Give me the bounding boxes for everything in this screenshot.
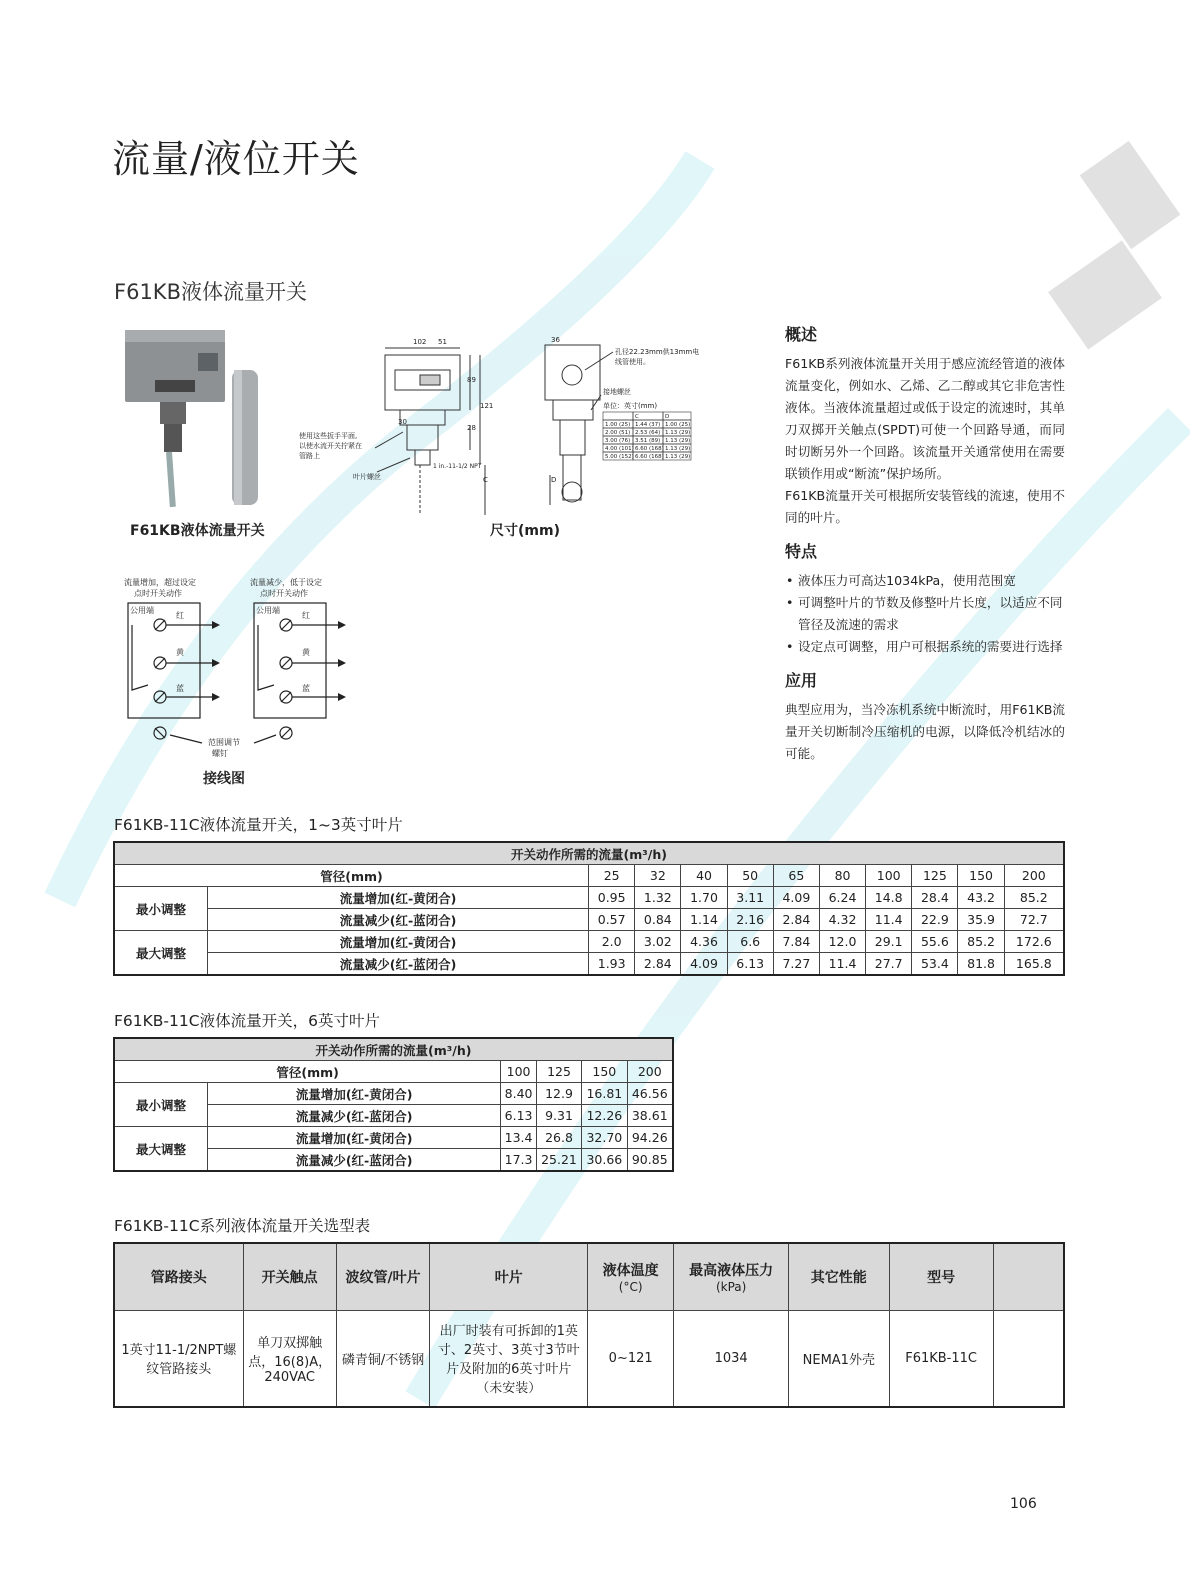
wiring-common-left: 公用端 xyxy=(130,606,154,615)
flow-value: 1.93 xyxy=(589,953,635,976)
wiring-common-right: 公用端 xyxy=(256,606,280,615)
selection-cell: 1034 xyxy=(674,1311,789,1407)
selection-cell: 单刀双掷触点，16(8)A，240VAC xyxy=(243,1311,336,1407)
dim-table-cell: 2.53 (64) xyxy=(635,430,661,436)
flow-value: 6.13 xyxy=(501,1105,537,1127)
flow-value: 1.14 xyxy=(681,909,727,931)
pipe-size-label: 管径(mm) xyxy=(114,1061,501,1083)
row-label: 流量增加(红-黄闭合) xyxy=(208,887,589,909)
flow-value: 0.95 xyxy=(589,887,635,909)
flow-value: 4.36 xyxy=(681,931,727,953)
flow-value: 22.9 xyxy=(912,909,958,931)
dim-102: 102 xyxy=(413,338,427,346)
selection-cell: 磷青铜/不锈钢 xyxy=(336,1311,430,1407)
wiring-right-title-1: 流量减少，低于设定 xyxy=(250,578,322,587)
flow-value: 2.0 xyxy=(589,931,635,953)
flow-value: 17.3 xyxy=(501,1149,537,1172)
selection-header xyxy=(588,1243,674,1311)
flow-value: 27.7 xyxy=(866,953,912,976)
wiring-red-right: 红 xyxy=(302,611,310,620)
dim-30: 30 xyxy=(398,418,407,426)
header-main: 叶片 xyxy=(494,1270,523,1286)
flow-table-1 xyxy=(113,841,1065,976)
flow-value: 13.4 xyxy=(501,1127,537,1149)
pipe-size: 40 xyxy=(681,865,727,887)
selection-cell: 0~121 xyxy=(588,1311,674,1407)
dim-89: 89 xyxy=(467,376,476,384)
table-row xyxy=(114,931,1064,953)
flow-value: 6.24 xyxy=(819,887,865,909)
pipe-size: 65 xyxy=(773,865,819,887)
flow-value: 3.11 xyxy=(727,887,773,909)
selection-cell xyxy=(993,1311,1064,1407)
header-main: 其它性能 xyxy=(810,1270,867,1286)
wiring-yellow-right: 黄 xyxy=(302,648,310,657)
feature-item: • 可调整叶片的节数及修整叶片长度，以适应不同管径及流速的需求 xyxy=(785,592,1065,636)
photo-caption: F61KB液体流量开关 xyxy=(130,523,265,539)
flow-value: 6.13 xyxy=(727,953,773,976)
flow-value: 35.9 xyxy=(958,909,1004,931)
wrench-note-3: 管路上 xyxy=(299,452,320,460)
table-row xyxy=(114,1311,1064,1407)
flow-value: 72.7 xyxy=(1004,909,1064,931)
hole-note-1: 孔径22.23mm供13mm电 xyxy=(615,348,700,356)
vane-screw-label: 叶片螺丝 xyxy=(353,473,381,481)
selection-cell: 1英寸11-1/2NPT螺纹管路接头 xyxy=(114,1311,243,1407)
flow-value: 1.70 xyxy=(681,887,727,909)
wiring-left-title-1: 流量增加，超过设定 xyxy=(124,578,196,587)
flow-value: 165.8 xyxy=(1004,953,1064,976)
wiring-adjust-1: 范围调节 xyxy=(208,738,240,747)
selection-header xyxy=(889,1243,993,1311)
group-label: 最小调整 xyxy=(114,887,208,931)
flow-value: 8.40 xyxy=(501,1083,537,1105)
dim-d: D xyxy=(551,476,557,484)
dim-table-cell: 1.44 (37) xyxy=(635,422,661,428)
flow-value: 28.4 xyxy=(912,887,958,909)
row-label: 流量减少(红-蓝闭合) xyxy=(208,953,589,976)
flow-value: 25.21 xyxy=(536,1149,581,1172)
ground-screw-label: 接地螺丝 xyxy=(603,388,631,396)
flow-value: 9.31 xyxy=(536,1105,581,1127)
flow-value: 26.8 xyxy=(536,1127,581,1149)
overview-paragraph-1: F61KB系列液体流量开关用于感应流经管道的液体流量变化，例如水、乙烯、乙二醇或其它非危害性液体。当液体流量超过或低于设定的流速时，其单刀双掷开关触点(SPDT)可使一个回路导通，而同时切断另外一个回路。该流量开关通常使用在需要联锁作用或“断流”保护场所。 xyxy=(785,356,1065,481)
selection-header xyxy=(993,1243,1064,1311)
flow-value: 55.6 xyxy=(912,931,958,953)
flow-value: 53.4 xyxy=(912,953,958,976)
wiring-yellow-left: 黄 xyxy=(176,648,184,657)
flow-value: 7.27 xyxy=(773,953,819,976)
selection-header xyxy=(114,1243,243,1311)
flow-value: 1.32 xyxy=(635,887,681,909)
flow-value: 11.4 xyxy=(819,953,865,976)
hole-note-2: 线管使用。 xyxy=(615,358,650,366)
selection-cell: F61KB-11C xyxy=(889,1311,993,1407)
pipe-size: 150 xyxy=(582,1061,627,1083)
pipe-size: 125 xyxy=(912,865,958,887)
flow-value: 38.61 xyxy=(627,1105,673,1127)
table-header: 开关动作所需的流量(m³/h) xyxy=(114,1038,673,1061)
flow-value: 4.32 xyxy=(819,909,865,931)
table2-title: F61KB-11C液体流量开关，6英寸叶片 xyxy=(114,1012,380,1030)
pipe-size: 150 xyxy=(958,865,1004,887)
product-photo xyxy=(120,325,280,510)
feature-item: • 设定点可调整，用户可根据系统的需要进行选择 xyxy=(785,636,1065,658)
dim-table-cell: 6.60 (168) xyxy=(635,454,664,460)
header-main: 开关触点 xyxy=(261,1270,318,1286)
dim-table-cell: 3.51 (89) xyxy=(635,438,661,444)
wiring-left-title-2: 点时开关动作 xyxy=(134,589,182,598)
row-label: 流量减少(红-蓝闭合) xyxy=(208,1149,501,1172)
dim-36: 36 xyxy=(551,336,560,344)
pipe-size: 200 xyxy=(1004,865,1064,887)
selection-header xyxy=(789,1243,890,1311)
dimension-drawing xyxy=(295,330,715,520)
flow-value: 46.56 xyxy=(627,1083,673,1105)
pipe-size: 80 xyxy=(819,865,865,887)
flow-value: 7.84 xyxy=(773,931,819,953)
flow-value: 32.70 xyxy=(582,1127,627,1149)
dim-table-cell: 1.00 (25) xyxy=(605,422,631,428)
application-paragraph: 典型应用为，当冷冻机系统中断流时，用F61KB流量开关切断制冷压缩机的电源，以降低冷机结冰的可能。 xyxy=(785,702,1065,761)
wrench-note-2: 以使水流开关拧紧在 xyxy=(299,442,362,450)
dim-51: 51 xyxy=(438,338,447,346)
wiring-caption: 接线图 xyxy=(203,771,245,787)
pipe-size: 32 xyxy=(635,865,681,887)
flow-value: 43.2 xyxy=(958,887,1004,909)
group-label: 最大调整 xyxy=(114,1127,208,1172)
product-title: F61KB液体流量开关 xyxy=(114,280,307,304)
pipe-size: 50 xyxy=(727,865,773,887)
npt-label: 1 in.-11-1/2 NPT xyxy=(433,463,482,470)
pipe-size: 100 xyxy=(501,1061,537,1083)
dim-table-cell: 5.00 (152) xyxy=(605,454,634,460)
flow-value: 12.9 xyxy=(536,1083,581,1105)
header-sub: (kPa) xyxy=(715,1280,747,1294)
flow-value: 94.26 xyxy=(627,1127,673,1149)
flow-value: 14.8 xyxy=(866,887,912,909)
table-row xyxy=(114,887,1064,909)
features-list xyxy=(785,570,1065,658)
wiring-adjust-2: 螺钉 xyxy=(212,749,228,758)
pipe-size-label: 管径(mm) xyxy=(114,865,589,887)
dim-table-cell: 6.60 (168) xyxy=(635,446,664,452)
table-row xyxy=(114,909,1064,931)
flow-value: 12.0 xyxy=(819,931,865,953)
application-heading: 应用 xyxy=(785,671,818,690)
overview-paragraph-2: F61KB流量开关可根据所安装管线的流速，使用不同的叶片。 xyxy=(785,488,1065,525)
row-label: 流量减少(红-蓝闭合) xyxy=(208,1105,501,1127)
dim-table-cell: 1.13 (29) xyxy=(665,430,691,436)
dim-table-cell: 1.13 (29) xyxy=(665,454,691,460)
page-number: 106 xyxy=(1010,1496,1037,1512)
selection-table xyxy=(113,1242,1065,1408)
dim-table-cell: 1.13 (29) xyxy=(665,438,691,444)
page-title: 流量/液位开关 xyxy=(112,137,360,181)
pipe-size: 100 xyxy=(866,865,912,887)
pipe-size: 200 xyxy=(627,1061,673,1083)
flow-value: 4.09 xyxy=(773,887,819,909)
header-main: 管路接头 xyxy=(150,1270,207,1286)
flow-value: 85.2 xyxy=(958,931,1004,953)
dim-table-cell: 1.00 (25) xyxy=(665,422,691,428)
table-row xyxy=(114,1127,673,1149)
pipe-size: 125 xyxy=(536,1061,581,1083)
selection-header xyxy=(336,1243,430,1311)
feature-item: • 液体压力可高达1034kPa，使用范围宽 xyxy=(785,570,1065,592)
dim-table-cell: 3.00 (76) xyxy=(605,438,631,444)
selection-cell: NEMA1外壳 xyxy=(789,1311,890,1407)
flow-value: 2.84 xyxy=(635,953,681,976)
dim-table-cell: 2.00 (51) xyxy=(605,430,631,436)
dim-table-cell: C xyxy=(635,414,639,420)
wrench-note-1: 使用这些扳手平面, xyxy=(299,432,358,440)
row-label: 流量减少(红-蓝闭合) xyxy=(208,909,589,931)
header-main: 最高液体压力 xyxy=(689,1263,774,1279)
header-main: 波纹管/叶片 xyxy=(345,1270,421,1286)
header-main: 液体温度 xyxy=(602,1263,659,1279)
dim-121: 121 xyxy=(480,402,494,410)
dim-caption: 尺寸(mm) xyxy=(490,523,560,539)
wiring-blue-right: 蓝 xyxy=(302,684,310,693)
dim-c: C xyxy=(483,476,488,484)
flow-table-2 xyxy=(113,1037,674,1172)
flow-value: 85.2 xyxy=(1004,887,1064,909)
unit-label: 单位：英寸(mm) xyxy=(603,402,658,410)
pipe-size: 25 xyxy=(589,865,635,887)
selection-header xyxy=(243,1243,336,1311)
table-row xyxy=(114,1083,673,1105)
selection-header xyxy=(674,1243,789,1311)
table-row xyxy=(114,953,1064,976)
flow-value: 2.16 xyxy=(727,909,773,931)
flow-value: 90.85 xyxy=(627,1149,673,1172)
header-main: 型号 xyxy=(927,1270,956,1286)
flow-value: 81.8 xyxy=(958,953,1004,976)
flow-value: 2.84 xyxy=(773,909,819,931)
flow-value: 16.81 xyxy=(582,1083,627,1105)
wiring-diagram xyxy=(120,575,370,765)
flow-value: 172.6 xyxy=(1004,931,1064,953)
dim-table-cell: D xyxy=(665,414,670,420)
flow-value: 6.6 xyxy=(727,931,773,953)
features-heading: 特点 xyxy=(785,542,818,561)
flow-value: 30.66 xyxy=(582,1149,627,1172)
flow-value: 4.09 xyxy=(681,953,727,976)
wiring-blue-left: 蓝 xyxy=(176,684,184,693)
group-label: 最大调整 xyxy=(114,931,208,976)
row-label: 流量增加(红-黄闭合) xyxy=(208,1127,501,1149)
flow-value: 12.26 xyxy=(582,1105,627,1127)
wiring-right-title-2: 点时开关动作 xyxy=(260,589,308,598)
table3-title: F61KB-11C系列液体流量开关选型表 xyxy=(114,1217,371,1235)
flow-value: 3.02 xyxy=(635,931,681,953)
dim-table-cell: 1.13 (29) xyxy=(665,446,691,452)
selection-cell: 出厂时装有可拆卸的1英寸、2英寸、3英寸3节叶片及附加的6英寸叶片（未安装） xyxy=(430,1311,588,1407)
dim-table-cell: 4.00 (101) xyxy=(605,446,634,452)
table1-title: F61KB-11C液体流量开关，1~3英寸叶片 xyxy=(114,816,403,834)
wiring-red-left: 红 xyxy=(176,611,184,620)
flow-value: 29.1 xyxy=(866,931,912,953)
row-label: 流量增加(红-黄闭合) xyxy=(208,931,589,953)
flow-value: 0.57 xyxy=(589,909,635,931)
overview-heading: 概述 xyxy=(785,325,818,344)
selection-header xyxy=(430,1243,588,1311)
table-header: 开关动作所需的流量(m³/h) xyxy=(114,842,1064,865)
group-label: 最小调整 xyxy=(114,1083,208,1127)
dim-28: 28 xyxy=(467,424,476,432)
header-sub: (°C) xyxy=(618,1280,643,1294)
flow-value: 11.4 xyxy=(866,909,912,931)
row-label: 流量增加(红-黄闭合) xyxy=(208,1083,501,1105)
flow-value: 0.84 xyxy=(635,909,681,931)
